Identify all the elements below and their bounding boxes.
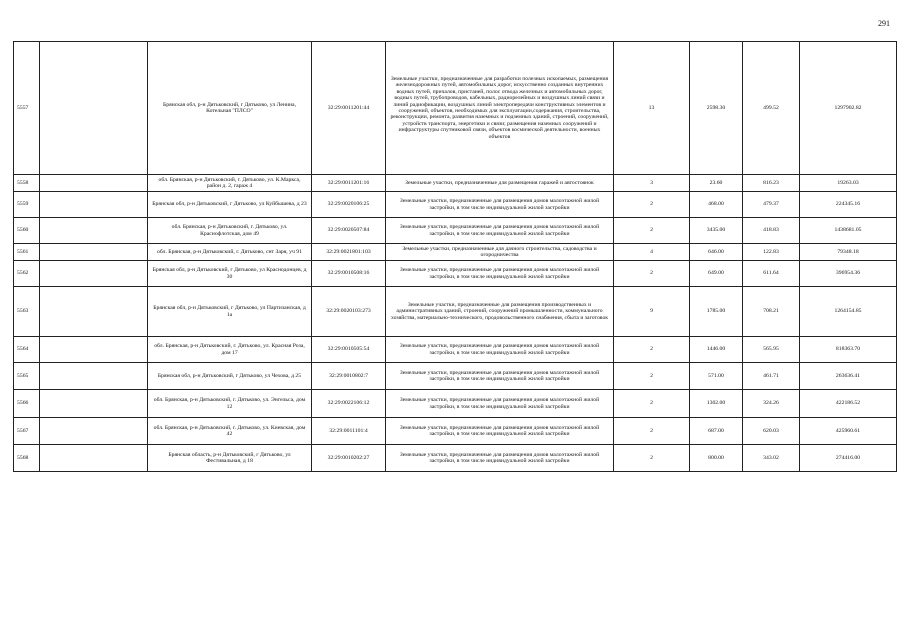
cadastral-value-cell: 263636.41 [800,363,897,390]
rate-cell: 461.71 [743,363,800,390]
row-number: 5564 [14,337,40,363]
empty-cell [40,363,148,390]
page-number: 291 [878,19,890,28]
address-cell: Брянская обл, р-н Дятьковский, г Дятьково, ул Ленина, Котельная "ПЛСО" [148,42,312,175]
table-row [14,363,897,390]
address-cell: обл. Брянская, р-н Дятьковский, г. Дятьково, ул. К.Маркса, район д. 2, гараж 4 [148,175,312,192]
empty-cell [40,218,148,244]
cadastral-number-cell: 32:29:0011201:44 [312,42,386,175]
cadastral-value-cell: 1264154.85 [800,287,897,337]
area-cell: 468.00 [690,192,743,218]
group-cell: 2 [614,390,690,418]
row-number: 5561 [14,244,40,261]
address-cell: Брянская обл, р-н Дятьковский, г Дятьково, ул Партизанская, д 1а [148,287,312,337]
land-purpose-cell: Земельные участки, предназначенные для размещения гаражей и автостоянок [386,175,614,192]
empty-cell [40,261,148,287]
address-cell: Брянская обл, р-н Дятьковский, г Дятьково, ул Куйбышева, д 23 [148,192,312,218]
empty-cell [40,337,148,363]
group-cell: 4 [614,244,690,261]
land-purpose-cell: Земельные участки, предназначенные для размещения домов малоэтажной жилой застройки, в том числе индивидуальной жилой застройки [386,445,614,472]
area-cell: 23.60 [690,175,743,192]
group-cell: 2 [614,261,690,287]
empty-cell [40,192,148,218]
cadastral-number-cell: 32:29:0020103:273 [312,287,386,337]
table-row [14,244,897,261]
row-number: 5560 [14,218,40,244]
table-row [14,445,897,472]
cadastral-number-cell: 32:29:0010202:27 [312,445,386,472]
area-cell: 649.00 [690,261,743,287]
cadastral-number-cell: 32:29:0020507:84 [312,218,386,244]
land-purpose-cell: Земельные участки, предназначенные для размещения домов малоэтажной жилой застройки, в том числе индивидуальной жилой застройки [386,192,614,218]
empty-cell [40,445,148,472]
address-cell: обл. Брянская, р-н Дятьковский, г. Дятьково, ул. Энгельса, дом 12 [148,390,312,418]
cadastral-value-cell: 422186.52 [800,390,897,418]
address-cell: обл. Брянская, р-н Дятьковский, г. Дятьково, ул. Красная Роза, дом 17 [148,337,312,363]
group-cell: 2 [614,218,690,244]
address-cell: обл. Брянская, р-н Дятьковский, г. Дятьково, ул. Краснофлотская, дом 49 [148,218,312,244]
land-purpose-cell: Земельные участки, предназначенные для размещения домов малоэтажной жилой застройки, в том числе индивидуальной жилой застройки [386,363,614,390]
group-cell: 2 [614,363,690,390]
empty-cell [40,390,148,418]
area-cell: 2598.30 [690,42,743,175]
group-cell: 3 [614,175,690,192]
rate-cell: 479.37 [743,192,800,218]
rate-cell: 418.83 [743,218,800,244]
row-number: 5567 [14,418,40,445]
cadastral-number-cell: 32:29:0010508:16 [312,261,386,287]
address-cell: Брянская обл, р-н Дятьковский, г Дятьково, ул Чехова, д 25 [148,363,312,390]
address-cell: обл. Брянская, р-н Дятьковский, г. Дятьково, снт Заря, уч 91 [148,244,312,261]
cadastral-value-cell: 425960.61 [800,418,897,445]
table-row [14,175,897,192]
rate-cell: 122.83 [743,244,800,261]
row-number: 5565 [14,363,40,390]
table-row [14,192,897,218]
rate-cell: 499.52 [743,42,800,175]
cadastral-number-cell: 32:29:0010802:7 [312,363,386,390]
address-cell: Брянская обл, р-н Дятьковский, г Дятьково, ул Краснодонцев, д 30 [148,261,312,287]
area-cell: 800.00 [690,445,743,472]
cadastral-value-cell: 19263.03 [800,175,897,192]
land-purpose-cell: Земельные участки, предназначенные для размещения производственных и административных зданий, строений, сооружений промышленности, коммунального хозяйства, материально-технического, продовольственного снабжения, сбыта и заготовок [386,287,614,337]
row-number: 5558 [14,175,40,192]
land-registry-table [13,41,897,472]
empty-cell [40,175,148,192]
address-cell: обл. Брянская, р-н Дятьковский, г. Дятьково, ул. Киевская, дом 42 [148,418,312,445]
rate-cell: 611.64 [743,261,800,287]
group-cell: 2 [614,192,690,218]
rate-cell: 708.21 [743,287,800,337]
area-cell: 1446.00 [690,337,743,363]
land-purpose-cell: Земельные участки, предназначенные для размещения домов малоэтажной жилой застройки, в том числе индивидуальной жилой застройки [386,261,614,287]
area-cell: 687.00 [690,418,743,445]
land-purpose-cell: Земельные участки, предназначенные для дачного строительства, садоводства и огородничества [386,244,614,261]
cadastral-value-cell: 274416.00 [800,445,897,472]
area-cell: 571.00 [690,363,743,390]
area-cell: 646.00 [690,244,743,261]
cadastral-number-cell: 32:29:0020106:25 [312,192,386,218]
table-row [14,261,897,287]
cadastral-number-cell: 32:29:0021801:103 [312,244,386,261]
rate-cell: 620.03 [743,418,800,445]
row-number: 5563 [14,287,40,337]
cadastral-value-cell: 818363.70 [800,337,897,363]
empty-cell [40,287,148,337]
address-cell: Брянская область, р-н Дятьковский, г Дятьково, ул Фестивальная, д 18 [148,445,312,472]
table-row [14,42,897,175]
group-cell: 2 [614,418,690,445]
table-row [14,287,897,337]
rate-cell: 343.02 [743,445,800,472]
row-number: 5559 [14,192,40,218]
cadastral-number-cell: 32:29:0022106:12 [312,390,386,418]
row-number: 5568 [14,445,40,472]
table-row [14,337,897,363]
land-purpose-cell: Земельные участки, предназначенные для размещения домов малоэтажной жилой застройки, в том числе индивидуальной жилой застройки [386,390,614,418]
empty-cell [40,244,148,261]
row-number: 5557 [14,42,40,175]
cadastral-number-cell: 32:29:0011101:4 [312,418,386,445]
table-row [14,390,897,418]
group-cell: 2 [614,337,690,363]
empty-cell [40,418,148,445]
land-purpose-cell: Земельные участки, предназначенные для размещения домов малоэтажной жилой застройки, в том числе индивидуальной жилой застройки [386,218,614,244]
row-number: 5566 [14,390,40,418]
table-row [14,418,897,445]
cadastral-value-cell: 224345.16 [800,192,897,218]
group-cell: 9 [614,287,690,337]
cadastral-number-cell: 32:29:0010505:54 [312,337,386,363]
area-cell: 1302.00 [690,390,743,418]
rate-cell: 324.26 [743,390,800,418]
area-cell: 1785.00 [690,287,743,337]
cadastral-value-cell: 79348.18 [800,244,897,261]
cadastral-value-cell: 1438681.05 [800,218,897,244]
rate-cell: 816.23 [743,175,800,192]
cadastral-number-cell: 32:29:0011201:16 [312,175,386,192]
empty-cell [40,42,148,175]
area-cell: 3435.00 [690,218,743,244]
row-number: 5562 [14,261,40,287]
land-purpose-cell: Земельные участки, предназначенные для размещения домов малоэтажной жилой застройки, в том числе индивидуальной жилой застройки [386,337,614,363]
land-purpose-cell: Земельные участки, предназначенные для размещения домов малоэтажной жилой застройки, в том числе индивидуальной жилой застройки [386,418,614,445]
group-cell: 2 [614,445,690,472]
cadastral-value-cell: 396954.36 [800,261,897,287]
land-purpose-cell: Земельные участки, предназначенные для разработки полезных ископаемых, размещения железнодорожных путей, автомобильных дорог, искусственно созданных внутренних водных путей, причалов, пристаней, полос отвода железных и автомобильных дорог, водных путей, трубопроводов, кабельных, радиорелейных и воздушных линий связи и линий радиофикации, воздушных линий электропередачи конструктивных элементов и сооружений, объектов, необходимых для эксплуатации,содержания, строительства, реконструкции, ремонта, развития наземных и подземных зданий, строений, сооружений, устройств транспорта, энергетики и связи; размещения наземных сооружений и инфраструктуры спутниковой связи, объектов космической деятельности, военных объектов [386,42,614,175]
rate-cell: 565.95 [743,337,800,363]
group-cell: 13 [614,42,690,175]
cadastral-value-cell: 1297902.82 [800,42,897,175]
table-row [14,218,897,244]
